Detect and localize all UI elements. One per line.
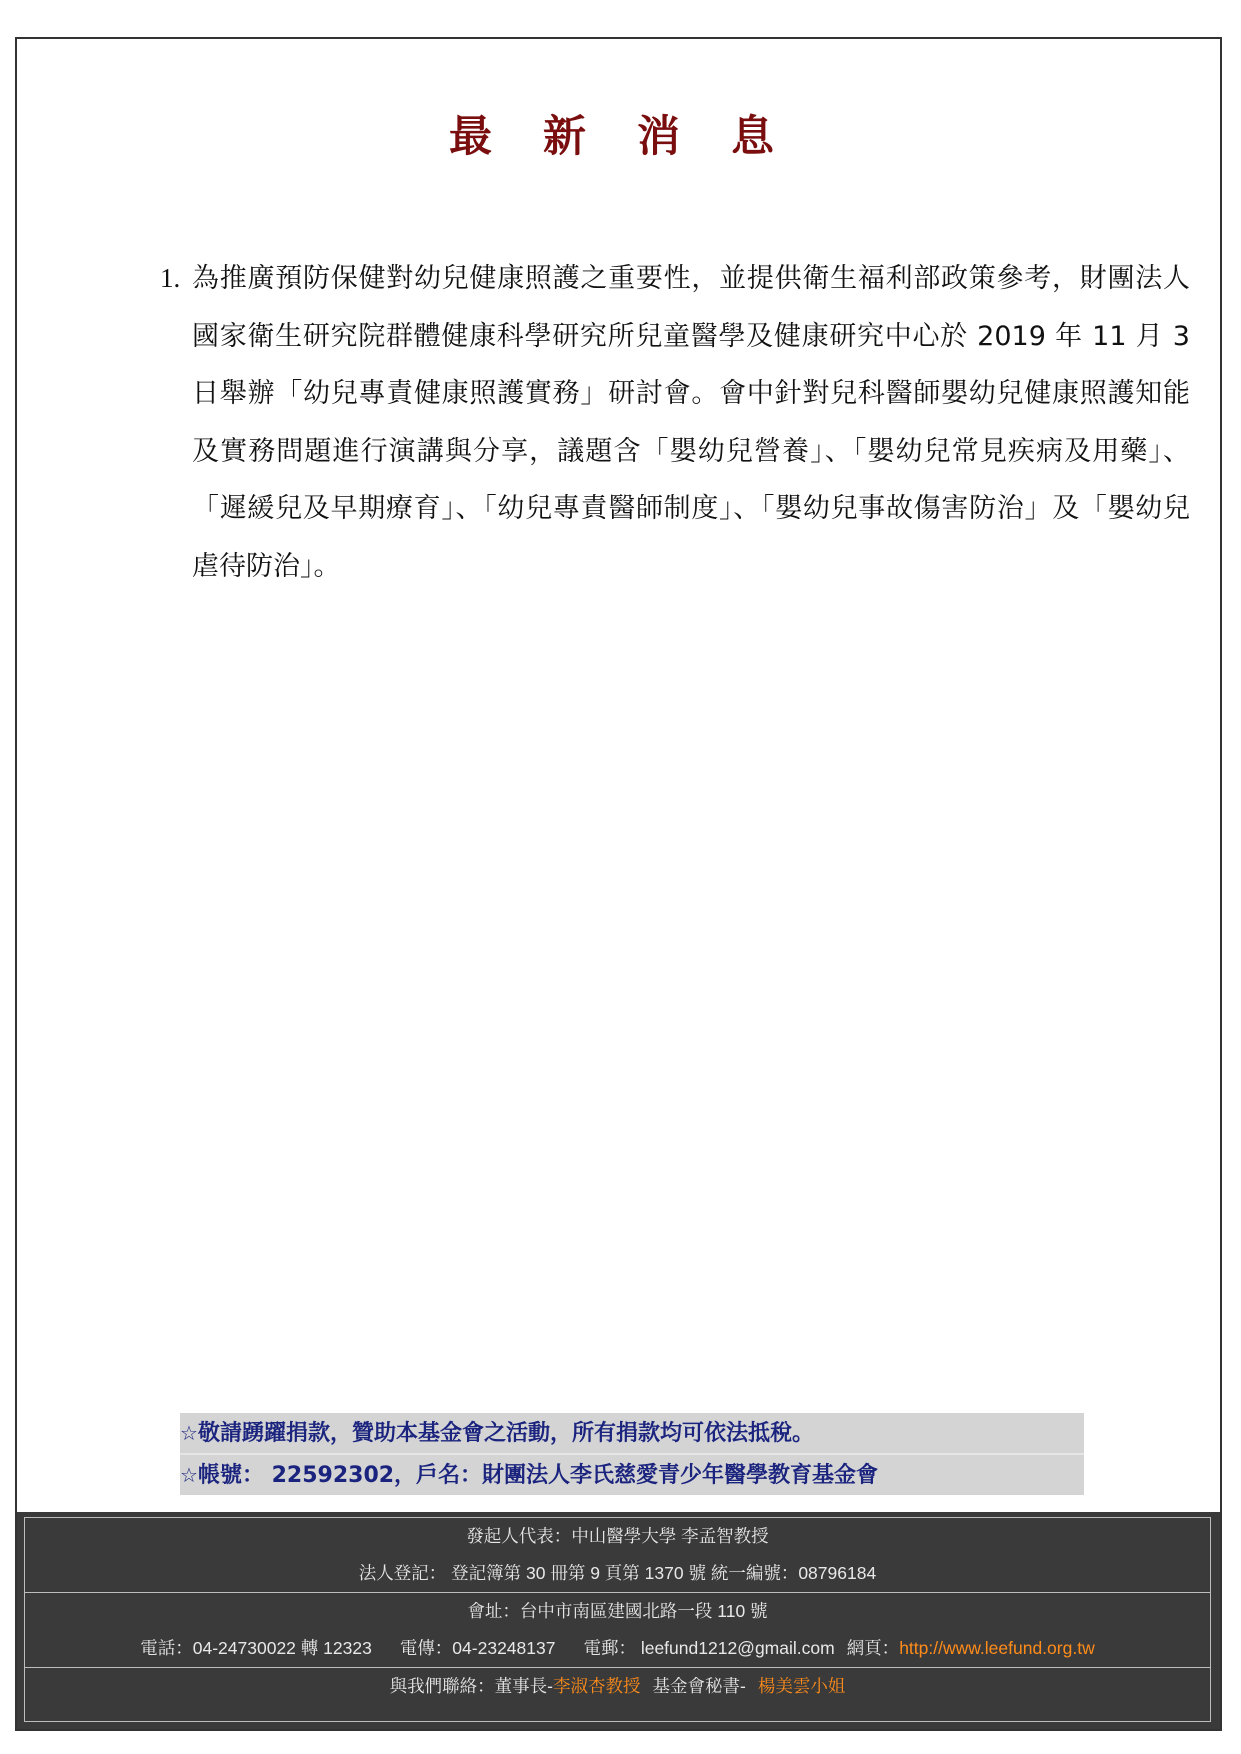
donation-box: [180, 1413, 1084, 1495]
footer-web-label: 網頁：: [846, 1638, 900, 1658]
footer-secretary-label: 基金會秘書-: [652, 1676, 746, 1696]
donation-appeal: [180, 1413, 1084, 1453]
page-title: 最 新 消 息: [449, 112, 792, 162]
footer-web-link[interactable]: http://www.leefund.org.tw: [899, 1638, 1095, 1658]
footer-contact-label: 與我們聯絡：董事長-: [389, 1676, 553, 1696]
news-item: [160, 250, 1190, 595]
donation-appeal-text: 敬請踴躍捐款，贊助本基金會之活動，所有捐款均可依法抵稅。: [197, 1421, 814, 1446]
footer-contact-people: [25, 1667, 1210, 1705]
donation-account: [180, 1453, 1084, 1495]
footer-chairman: 李淑杏教授: [553, 1676, 641, 1696]
star-outline-icon: ☆: [180, 1463, 198, 1487]
footer-contact-info: [25, 1630, 1210, 1667]
footer-address: 會址：台中市南區建國北路一段 110 號: [25, 1592, 1210, 1630]
footer-secretary: 楊美雲小姐: [757, 1676, 846, 1696]
footer: [17, 1512, 1220, 1729]
news-item-text: 為推廣預防保健對幼兒健康照護之重要性，並提供衛生福利部政策參考，財團法人國家衛生研究院群體健康科學研究所兒童醫學及健康研究中心於 2019 年 11 月 3 日舉辦「幼兒專責健康照護實務」研討會。會中針對兒科醫師嬰幼兒健康照護知能及實務問題進行演講與分享，議題含「嬰幼兒營養」、「嬰幼兒常見疾病及用藥」、「遲緩兒及早期療育」、「幼兒專責醫師制度」、「嬰幼兒事故傷害防治」及「嬰幼兒虐待防治」。: [192, 263, 1190, 582]
footer-registration: 法人登記： 登記簿第 30 冊第 9 頁第 1370 號 統一編號：08796184: [358, 1563, 877, 1583]
footer-fax: 電傳：04-23248137: [399, 1638, 556, 1658]
news-list: [160, 250, 1190, 595]
news-item-number: 1.: [160, 263, 181, 293]
footer-representative: 發起人代表：中山醫學大學 李孟智教授: [466, 1526, 769, 1546]
star-outline-icon: ☆: [180, 1421, 198, 1445]
footer-email[interactable]: 電郵： leefund1212@gmail.com: [583, 1638, 835, 1658]
footer-box: [24, 1517, 1211, 1722]
donation-account-text: 帳號： 22592302，戶名：財團法人李氏慈愛青少年醫學教育基金會: [197, 1463, 879, 1488]
footer-phone: 電話：04-24730022 轉 12323: [140, 1638, 372, 1658]
